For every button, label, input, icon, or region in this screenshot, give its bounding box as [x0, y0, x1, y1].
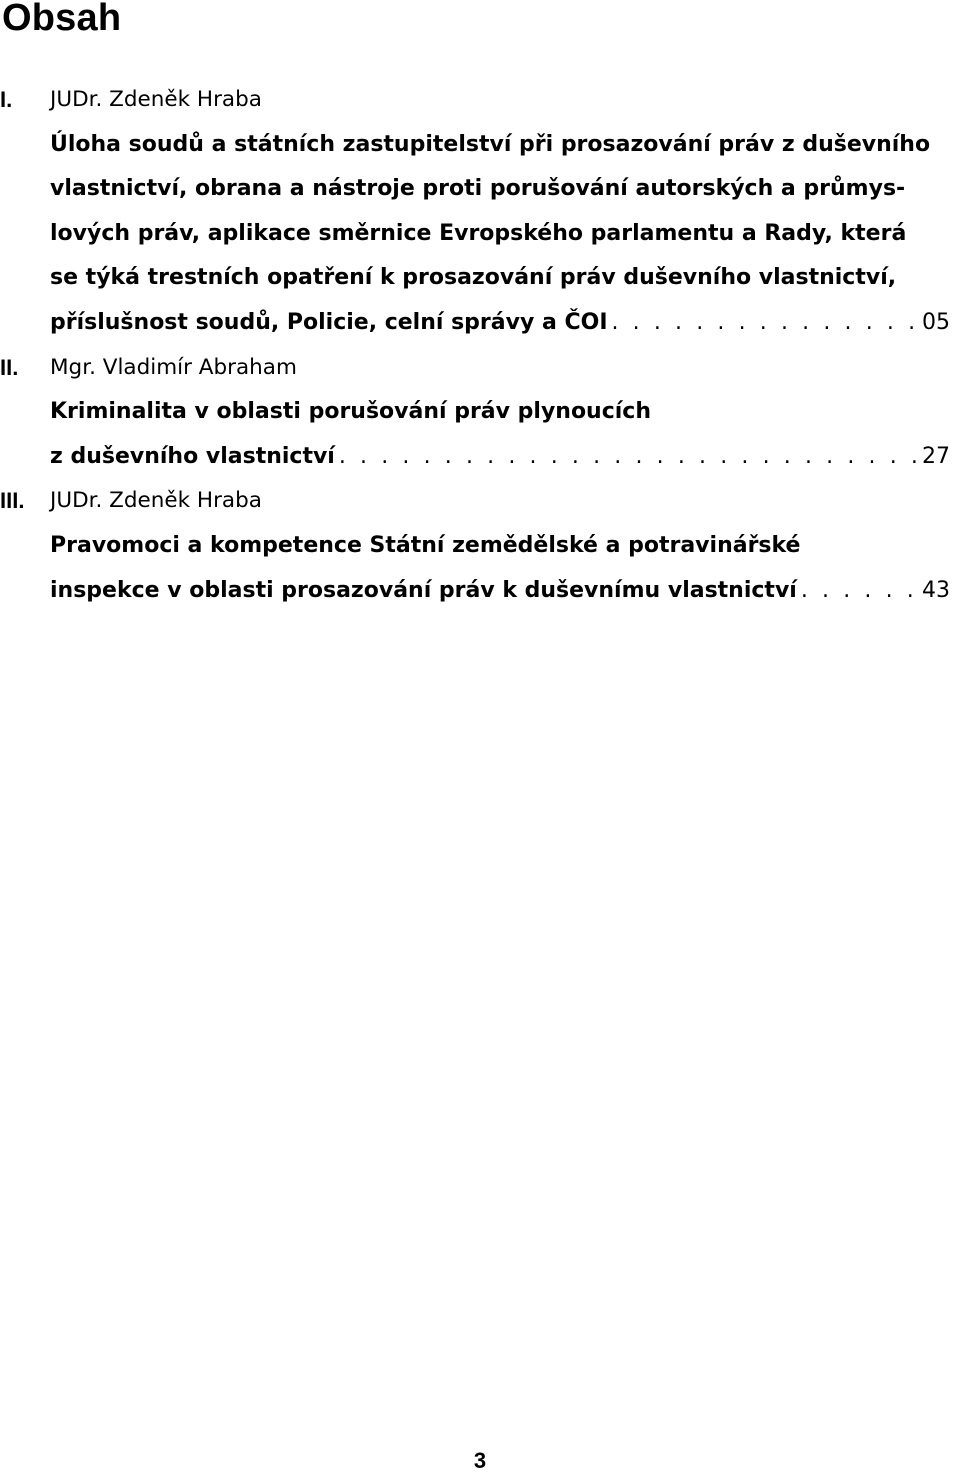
toc-page-number[interactable]: 27	[922, 443, 950, 469]
toc-entry-title-line: lových práv, aplikace směrnice Evropského parlamentu a Rady, která	[50, 220, 907, 246]
toc-entry-author: Mgr. Vladimír Abraham	[50, 354, 297, 380]
toc-entry-number: III.	[0, 488, 25, 514]
toc-entry-1-author-line	[0, 78, 950, 123]
toc-entry-title-end: příslušnost soudů, Policie, celní správy a ČOI	[50, 309, 608, 335]
toc-entry-2-last-line	[0, 435, 950, 480]
toc-entry-number: I.	[0, 87, 13, 112]
toc-entry-author: JUDr. Zdeněk Hraba	[50, 488, 262, 514]
toc-entry-title-line: Kriminalita v oblasti porušování práv plynoucích	[50, 399, 652, 425]
toc-entry-title-line: Pravomoci a kompetence Státní zemědělské a potravinářské	[50, 532, 801, 558]
toc-entry-title-end: inspekce v oblasti prosazování práv k duševnímu vlastnictví	[50, 577, 797, 603]
toc-entry-2-author-line	[0, 346, 950, 391]
dot-leader	[801, 569, 918, 614]
toc-entry-3-author-line	[0, 479, 950, 524]
dot-leader	[612, 301, 919, 346]
toc-entry-author: JUDr. Zdeněk Hraba	[50, 87, 262, 112]
dot-leader	[339, 435, 918, 480]
page-title: Obsah	[2, 0, 122, 39]
toc-entry-title-end: z duševního vlastnictví	[50, 443, 335, 469]
toc-page-number[interactable]: 43	[922, 577, 950, 603]
table-of-contents	[0, 78, 950, 613]
toc-entry-number: II.	[0, 354, 19, 380]
toc-entry-title-line: vlastnictví, obrana a nástroje proti porušování autorských a průmys-	[50, 176, 906, 202]
toc-entry-1-last-line	[0, 301, 950, 346]
toc-entry-3-last-line	[0, 569, 950, 614]
toc-entry-title-line: se týká trestních opatření k prosazování práv duševního vlastnictví,	[50, 265, 897, 291]
toc-page-number[interactable]: 05	[922, 309, 950, 335]
page-number: 3	[473, 1448, 487, 1473]
toc-entry-title-line: Úloha soudů a státních zastupitelství při prosazování práv z duševního	[50, 131, 931, 157]
